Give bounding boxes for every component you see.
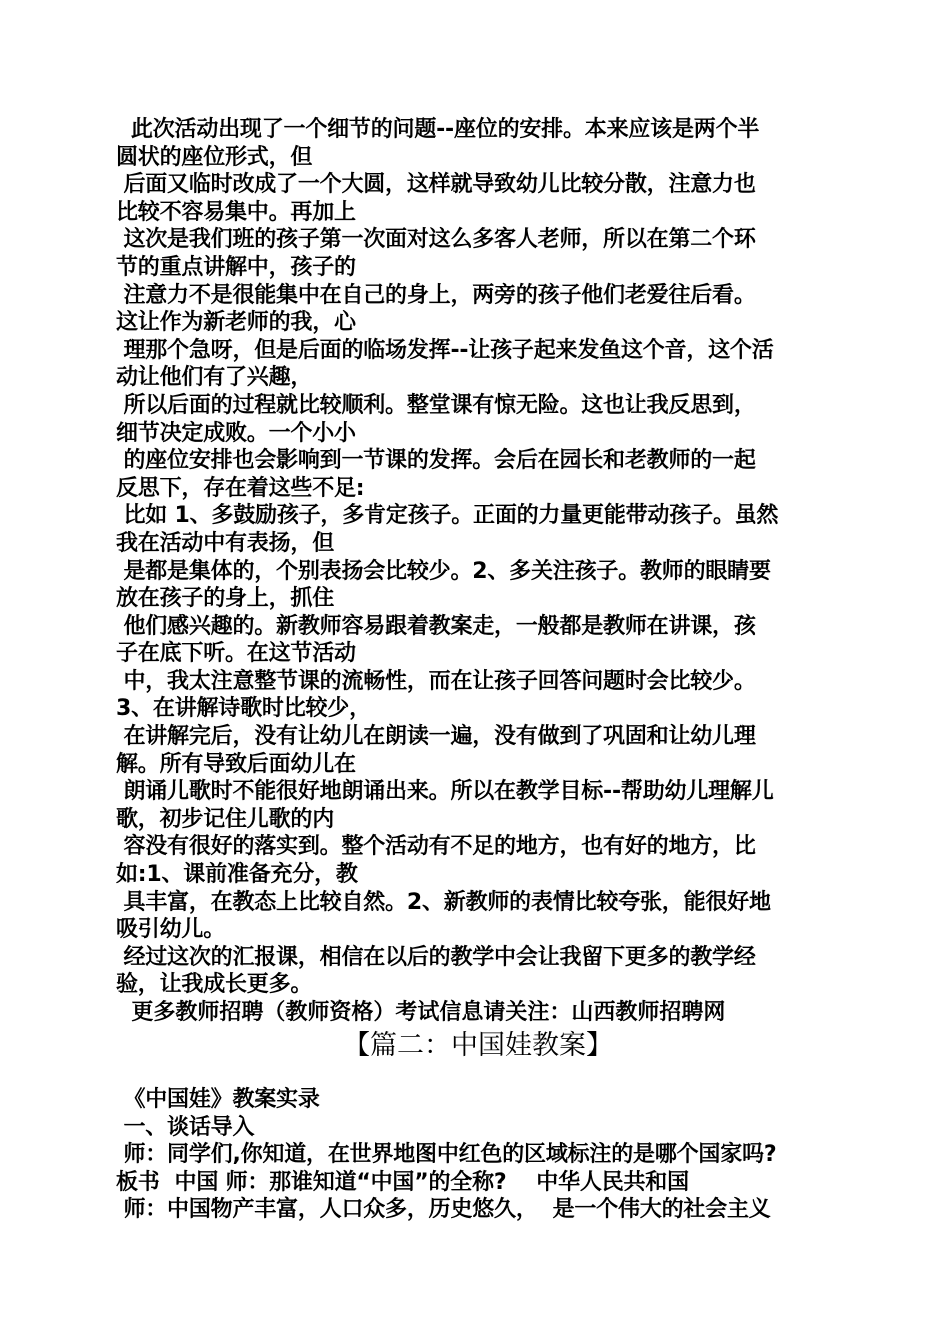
paragraph-line: 此次活动出现了一个细节的问题--座位的安排。本来应该是两个半 [116, 117, 760, 142]
paragraph-line: 这次是我们班的孩子第一次面对这么多客人老师，所以在第二个环 [116, 227, 756, 253]
paragraph-line: 是都是集体的，个别表扬会比较少。2、多关注孩子。教师的眼睛要 [116, 558, 771, 584]
paragraph-line: 他们感兴趣的。新教师容易跟着教案走，一般都是教师在讲课，孩 [116, 613, 756, 639]
paragraph-line: 理那个急呀，但是后面的临场发挥--让孩子起来发鱼这个音，这个活 [116, 337, 774, 363]
paragraph-line: 吸引幼儿。 [116, 917, 226, 943]
paragraph-line: 经过这次的汇报课，相信在以后的教学中会让我留下更多的教学经 [116, 944, 756, 970]
paragraph-line: 所以后面的过程就比较顺利。整堂课有惊无险。这也让我反思到， [116, 392, 756, 418]
lesson-line: 《中国娃》教案实录 [116, 1087, 320, 1112]
paragraph-line: 的座位安排也会影响到一节课的发挥。会后在园长和老教师的一起 [116, 448, 756, 474]
paragraph-line: 朗诵儿歌时不能很好地朗诵出来。所以在教学目标--帮助幼儿理解儿 [116, 779, 774, 805]
recruitment-notice: 更多教师招聘（教师资格）考试信息请关注：山西教师招聘网 [116, 1000, 726, 1025]
paragraph-line: 节的重点讲解中，孩子的 [116, 254, 356, 280]
paragraph-line: 比较不容易集中。再加上 [116, 199, 356, 225]
document-content [116, 116, 840, 1224]
paragraph-line: 在讲解完后，没有让幼儿在朗读一遍，没有做到了巩固和让幼儿理 [116, 724, 756, 750]
paragraph-line: 动让他们有了兴趣， [116, 365, 313, 391]
lesson-line: 一、谈话导入 [116, 1114, 255, 1140]
lesson-line: 师：中国物产丰富，人口众多，历史悠久， 是一个伟大的社会主义 [116, 1197, 771, 1223]
paragraph-line: 反思下，存在着这些不足: [116, 475, 365, 501]
paragraph-line: 后面又临时改成了一个大圆，这样就导致幼儿比较分散，注意力也 [116, 172, 756, 198]
paragraph-line: 歌，初步记住儿歌的内 [116, 806, 335, 832]
paragraph-line: 圆状的座位形式，但 [116, 144, 313, 170]
paragraph-line: 如:1、课前准备充分，教 [116, 862, 358, 888]
paragraph-line: 比如 1、多鼓励孩子，多肯定孩子。正面的力量更能带动孩子。虽然 [116, 503, 779, 529]
paragraph-line: 解。所有导致后面幼儿在 [116, 751, 356, 777]
paragraph-line: 放在孩子的身上，抓住 [116, 586, 335, 612]
paragraph-line: 具丰富，在教态上比较自然。2、新教师的表情比较夸张，能很好地 [116, 889, 771, 915]
paragraph-line: 这让作为新老师的我，心 [116, 310, 356, 336]
lesson-record [116, 1086, 840, 1224]
reflection-paragraph [116, 116, 840, 999]
section-title: 【篇二：中国娃教案】 [343, 1030, 613, 1061]
lesson-line: 板书 中国 师：那谁知道“中国”的全称? 中华人民共和国 [116, 1169, 689, 1195]
paragraph-line: 细节决定成败。一个小小 [116, 420, 356, 446]
paragraph-line: 容没有很好的落实到。整个活动有不足的地方，也有好的地方，比 [116, 834, 756, 860]
paragraph-line: 验，让我成长更多。 [116, 972, 313, 998]
paragraph-line: 中，我太注意整节课的流畅性，而在让孩子回答问题时会比较少。 [116, 668, 756, 694]
paragraph-line: 3、在讲解诗歌时比较少， [116, 696, 371, 722]
paragraph-line: 我在活动中有表扬，但 [116, 530, 335, 556]
paragraph-line: 子在底下听。在这节活动 [116, 641, 356, 667]
lesson-line: 师：同学们,你知道，在世界地图中红色的区域标注的是哪个国家吗? [116, 1142, 777, 1168]
paragraph-line: 注意力不是很能集中在自己的身上，两旁的孩子他们老爱往后看。 [116, 282, 756, 308]
